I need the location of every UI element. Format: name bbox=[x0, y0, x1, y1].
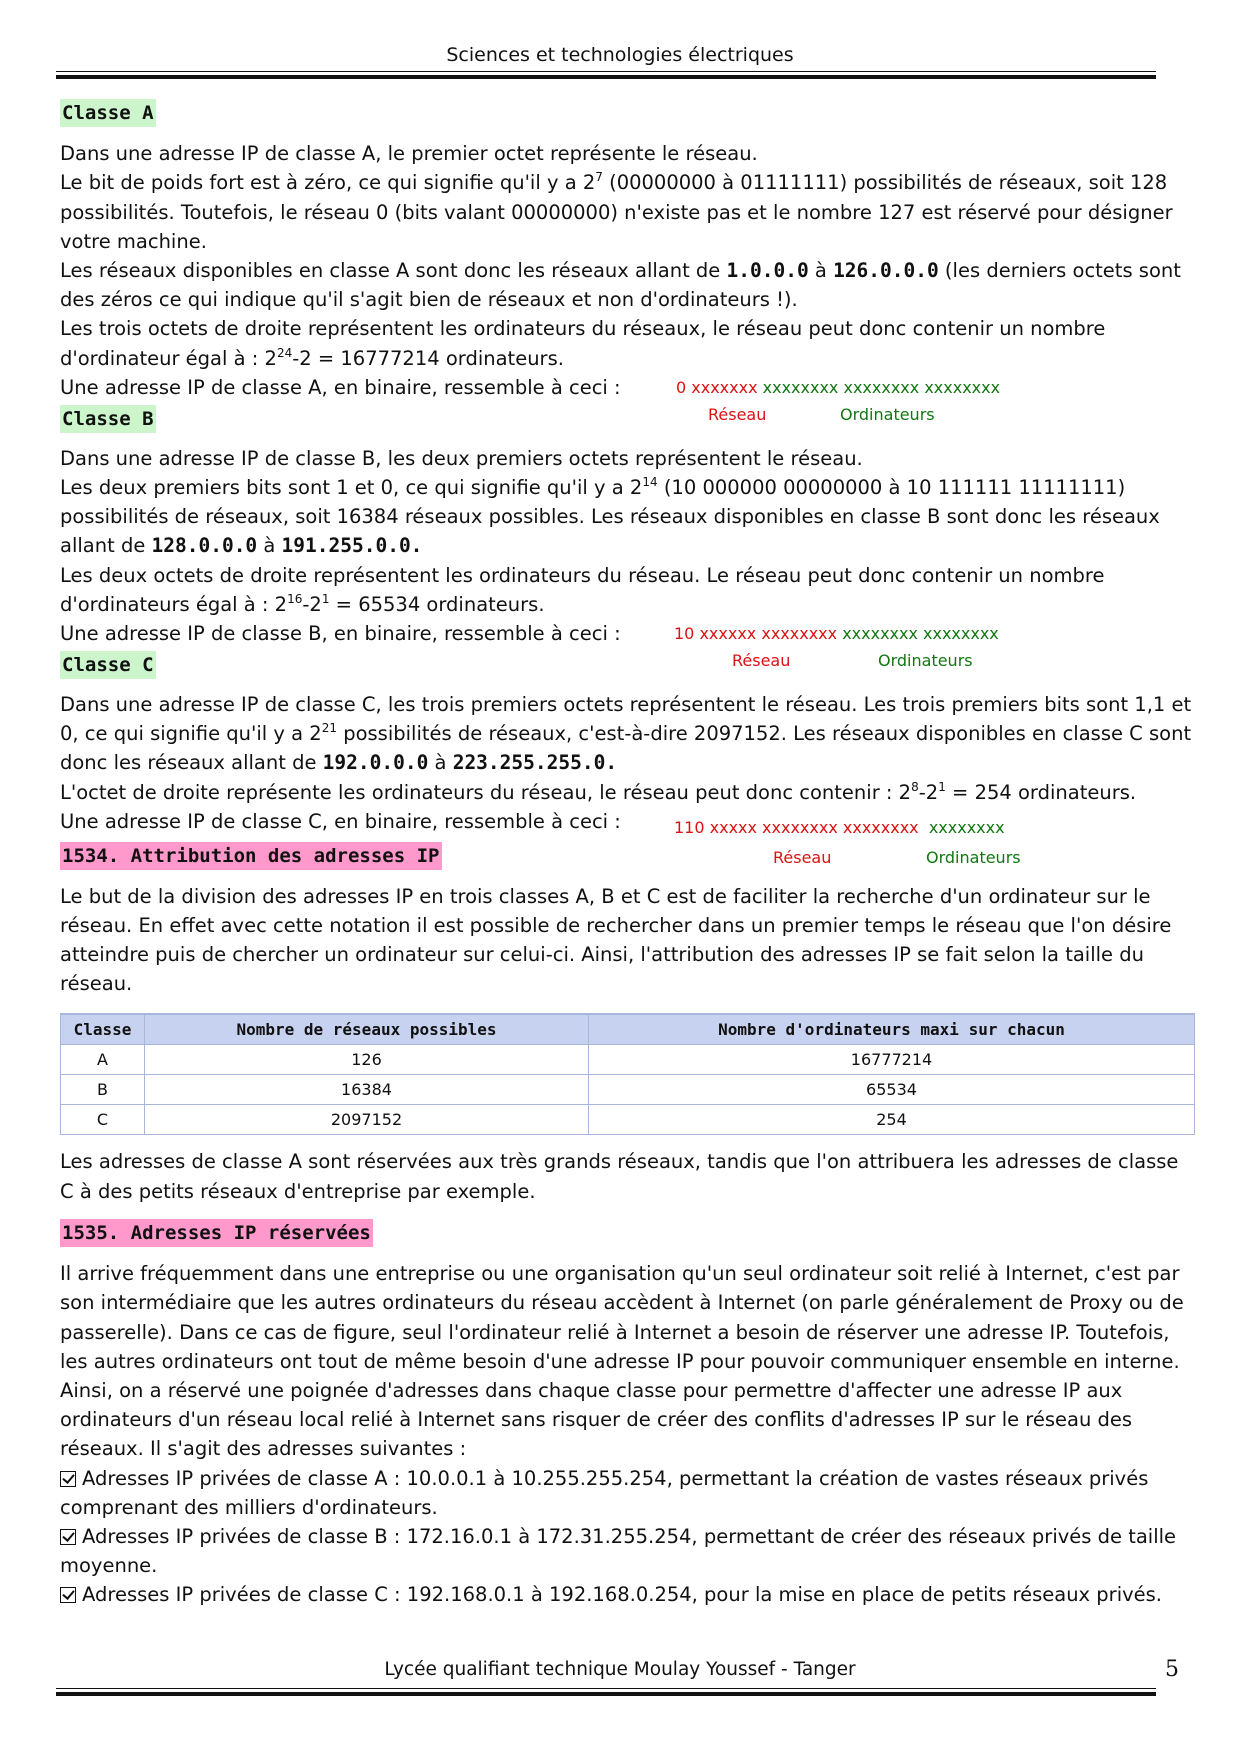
header-rule-thick bbox=[56, 75, 1156, 79]
classe-c-binary-pattern: 110 xxxxx xxxxxxxx xxxxxxxx xxxxxxxx bbox=[674, 817, 1005, 837]
table-cell: 65534 bbox=[589, 1075, 1195, 1105]
classes-table bbox=[60, 1013, 1195, 1136]
classe-a-paragraph-4: Les trois octets de droite représentent les ordinateurs du réseaux, le réseau peut donc contenir un nombre d'ordinateur égal à : $2^{24}-2 = 16777214$ ordinateurs. bbox=[60, 317, 1106, 370]
list-item: Adresses IP privées de classe B : 172.16.0.1 à 172.31.255.254, permettant de créer des réseaux privés de taille moyenne. bbox=[60, 1524, 1177, 1578]
classe-b-paragraph-2: Les deux premiers bits sont 1 et 0, ce qui signifie qu'il y a $2^{14}$ (10 000000 00000000 à 10 111111 11111111) possibilités de réseaux, soit 16384 réseaux possibles. Les réseaux disponibles en classe B sont donc les réseaux allant de 128.0.0.0 à 191.255.0.0. bbox=[60, 475, 1160, 558]
table-cell: C bbox=[61, 1105, 145, 1135]
heading-classe-b: Classe B bbox=[60, 405, 156, 433]
table-cell: 2097152 bbox=[145, 1105, 589, 1135]
heading-attribution: 1534. Attribution des adresses IP bbox=[60, 842, 442, 870]
table-cell: B bbox=[61, 1075, 145, 1105]
table-cell: 126 bbox=[145, 1044, 589, 1074]
classes-table-header-row bbox=[61, 1014, 1195, 1045]
table-header-reseaux: Nombre de réseaux possibles bbox=[145, 1014, 589, 1045]
table-row bbox=[61, 1075, 1195, 1105]
table-header-classe: Classe bbox=[61, 1014, 145, 1045]
attribution-paragraph-1: Le but de la division des adresses IP en trois classes A, B et C est de faciliter la recherche d'un ordinateur sur le réseau. En effet avec cette notation il est possible de rechercher dans un premier temps le réseau que l'on désire atteindre puis de chercher un ordinateur sur celui-ci. Ainsi, l'attribution des adresses IP se fait selon la taille du réseau. bbox=[60, 884, 1172, 996]
list-item: Adresses IP privées de classe A : 10.0.0.1 à 10.255.255.254, permettant la création de vastes réseaux privés comprenant des milliers d'ordinateurs. bbox=[60, 1466, 1149, 1519]
table-cell: 254 bbox=[589, 1105, 1195, 1135]
attribution-paragraph-2: Les adresses de classe A sont réservées aux très grands réseaux, tandis que l'on attribuera les adresses de classe C à des petits réseaux d'entreprise par exemple. bbox=[60, 1150, 1179, 1203]
heading-classe-c: Classe C bbox=[60, 651, 156, 679]
page-number: 5 bbox=[1165, 1657, 1179, 1682]
classe-c-paragraph-2: L'octet de droite représente les ordinateurs du réseau, le réseau peut donc contenir : $2^8-2^1 = 254$ ordinateurs. bbox=[60, 779, 1137, 804]
list-item: Adresses IP privées de classe C : 192.168.0.1 à 192.168.0.254, pour la mise en place de petits réseaux privés. bbox=[60, 1580, 1195, 1609]
classe-c-binary-intro: Une adresse IP de classe C, en binaire, ressemble à ceci : bbox=[60, 809, 621, 833]
classe-c-label-ordinateurs: Ordinateurs bbox=[926, 847, 1021, 867]
classe-b-binary-row bbox=[60, 619, 1195, 648]
classe-a-label-reseau: Réseau bbox=[708, 404, 767, 424]
table-row bbox=[61, 1044, 1195, 1074]
classe-b-binary-intro: Une adresse IP de classe B, en binaire, ressemble à ceci : bbox=[60, 622, 621, 646]
checkbox-icon bbox=[60, 1587, 76, 1603]
header-rule-thin bbox=[56, 71, 1156, 72]
classe-c-label-reseau: Réseau bbox=[773, 847, 832, 867]
classe-c-labels-row bbox=[60, 836, 1195, 870]
page-header-title: Sciences et technologies électriques bbox=[446, 44, 794, 66]
footer-rule-thick bbox=[56, 1692, 1156, 1696]
table-row bbox=[61, 1105, 1195, 1135]
table-header-ordinateurs: Nombre d'ordinateurs maxi sur chacun bbox=[589, 1014, 1195, 1045]
classe-a-paragraph-2: Le bit de poids fort est à zéro, ce qui signifie qu'il y a $2^7$ (00000000 à 01111111) possibilités de réseaux, soit 128 possibilités. Toutefois, le réseau 0 (bits valant 00000000) n'existe pas et le nombre 127 est réservé pour désigner votre machine. bbox=[60, 170, 1173, 253]
classe-a-binary-pattern: 0 xxxxxxx xxxxxxxx xxxxxxxx xxxxxxxx bbox=[676, 377, 1001, 397]
classe-a-paragraph-1: Dans une adresse IP de classe A, le premier octet représente le réseau. bbox=[60, 142, 758, 166]
checkbox-icon bbox=[60, 1529, 76, 1545]
classe-b-label-reseau: Réseau bbox=[732, 651, 791, 671]
classe-c-binary-row bbox=[60, 807, 1195, 836]
page-content bbox=[60, 98, 1195, 1610]
footer-rule-thin bbox=[56, 1688, 1156, 1689]
reserved-paragraph-1: Il arrive fréquemment dans une entreprise ou une organisation qu'un seul ordinateur soit relié à Internet, c'est par son intermédiaire que les autres ordinateurs du réseau accèdent à Internet (on parle généralement de Proxy ou de passerelle). Dans ce cas de figure, seul l'ordinateur relié à Internet a besoin de réserver une adresse IP. Toutefois, les autres ordinateurs ont tout de même besoin d'une adresse IP pour pouvoir communiquer ensemble en interne. Ainsi, on a réservé une poignée d'adresses dans chaque classe pour permettre d'affecter une adresse IP aux ordinateurs d'un réseau local relié à Internet sans risquer de créer des conflits d'adresses IP sur le réseau des réseaux. Il s'agit des adresses suivantes : bbox=[60, 1262, 1184, 1461]
table-cell: 16777214 bbox=[589, 1044, 1195, 1074]
classe-a-paragraph-3: Les réseaux disponibles en classe A sont donc les réseaux allant de 1.0.0.0 à 126.0.0.0 (les derniers octets sont des zéros ce qui indique qu'il s'agit bien de réseaux et non d'ordinateurs !). bbox=[60, 259, 1181, 312]
classe-b-label-ordinateurs: Ordinateurs bbox=[878, 651, 973, 671]
classe-b-paragraph-1: Dans une adresse IP de classe B, les deux premiers octets représentent le réseau. bbox=[60, 446, 863, 470]
table-cell: 16384 bbox=[145, 1075, 589, 1105]
classe-a-labels-row bbox=[60, 402, 1195, 432]
checkbox-icon bbox=[60, 1471, 76, 1487]
heading-reserved: 1535. Adresses IP réservées bbox=[60, 1219, 373, 1247]
heading-classe-a: Classe A bbox=[60, 99, 156, 127]
classe-a-binary-intro: Une adresse IP de classe A, en binaire, ressemble à ceci : bbox=[60, 375, 621, 399]
classe-b-paragraph-3: Les deux octets de droite représentent les ordinateurs du réseau. Le réseau peut donc contenir un nombre d'ordinateurs égal à : $2^{16}-2^1 = 65534$ ordinateurs. bbox=[60, 563, 1105, 616]
classe-c-paragraph-1: Dans une adresse IP de classe C, les trois premiers octets représentent le réseau. Les trois premiers bits sont 1,1 et 0, ce qui signifie qu'il y a $2^{21}$ possibilités de réseaux, c'est-à-dire 2097152. Les réseaux disponibles en classe C sont donc les réseaux allant de 192.0.0.0 à 223.255.255.0. bbox=[60, 693, 1192, 775]
classe-b-binary-pattern: 10 xxxxxx xxxxxxxx xxxxxxxx xxxxxxxx bbox=[674, 624, 999, 644]
classe-a-binary-row bbox=[60, 373, 1195, 402]
table-cell: A bbox=[61, 1044, 145, 1074]
page-footer: Lycée qualifiant technique Moulay Youssef - Tanger bbox=[384, 1659, 856, 1680]
classe-a-label-ordinateurs: Ordinateurs bbox=[840, 404, 935, 424]
classe-b-labels-row bbox=[60, 648, 1195, 678]
